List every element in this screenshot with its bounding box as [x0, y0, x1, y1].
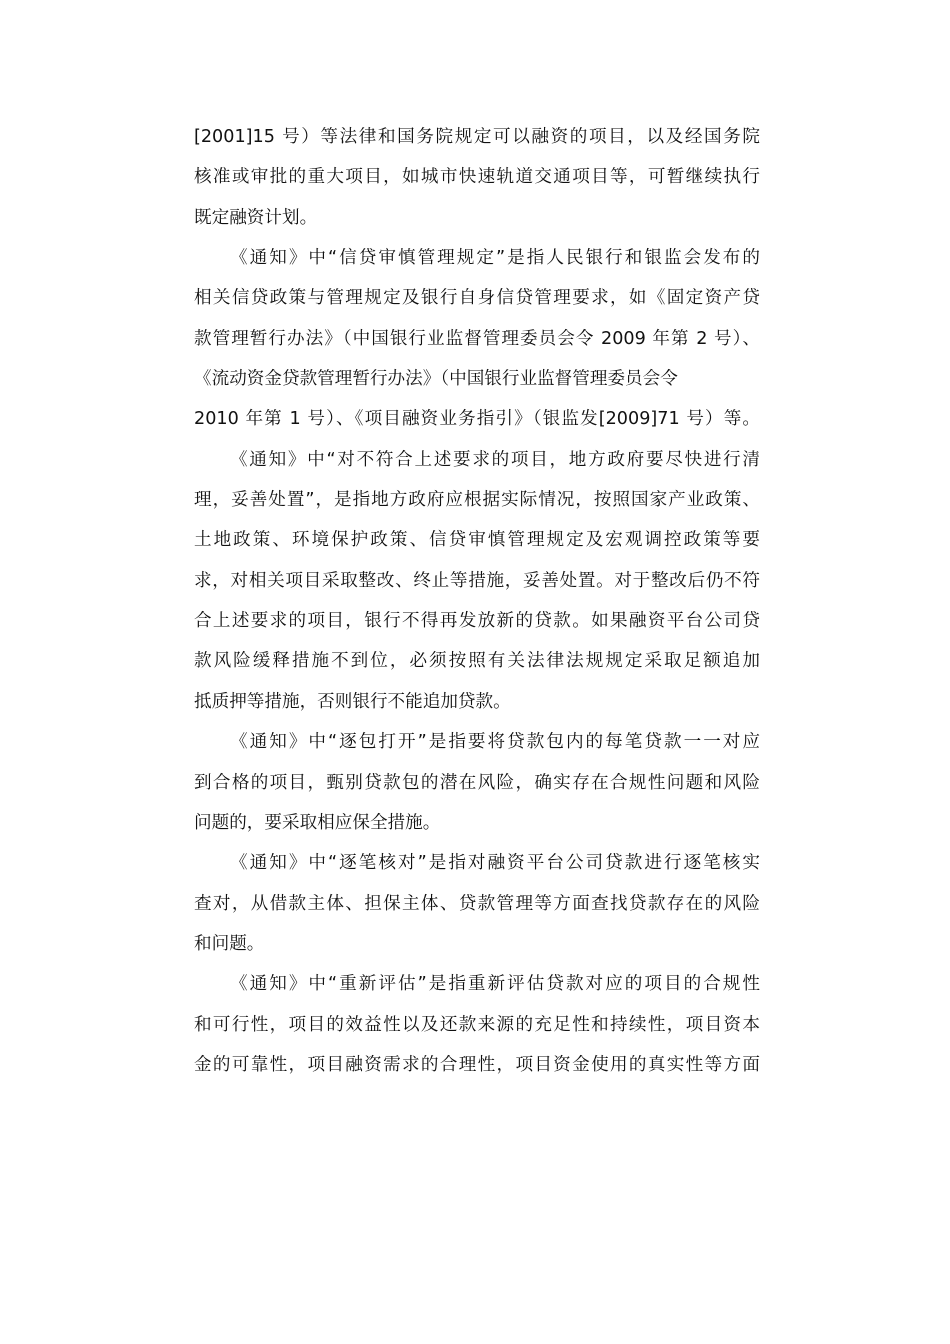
text-line: 抵质押等措施，否则银行不能追加贷款。 — [194, 691, 511, 712]
document-body — [194, 117, 760, 1085]
text-line: 《流动资金贷款管理暂行办法》（中国银行业监督管理委员会令 — [194, 369, 678, 390]
text-line: 理，妥善处置”，是指地方政府应根据实际情况，按照国家产业政策、 — [194, 490, 760, 511]
paragraph-first-line: 《通知》中“逐笔核对”是指对融资平台公司贷款进行逐笔核实 — [230, 853, 760, 874]
paragraph-first-line: 《通知》中“对不符合上述要求的项目，地方政府要尽快进行清 — [230, 449, 760, 470]
paragraph-first-line: 《通知》中“重新评估”是指重新评估贷款对应的项目的合规性 — [230, 974, 760, 995]
text-line: 款管理暂行办法》（中国银行业监督管理委员会令 2009 年第 2 号）、 — [194, 328, 760, 349]
text-line: 查对，从借款主体、担保主体、贷款管理等方面查找贷款存在的风险 — [194, 893, 760, 914]
text-line: 合上述要求的项目，银行不得再发放新的贷款。如果融资平台公司贷 — [194, 611, 760, 632]
text-line: [2001]15 号）等法律和国务院规定可以融资的项目，以及经国务院 — [194, 127, 760, 147]
text-line: 相关信贷政策与管理规定及银行自身信贷管理要求，如《固定资产贷 — [194, 288, 760, 309]
paragraph-first-line: 《通知》中“逐包打开”是指要将贷款包内的每笔贷款一一对应 — [230, 732, 760, 753]
text-line: 金的可靠性，项目融资需求的合理性，项目资金使用的真实性等方面 — [194, 1054, 760, 1075]
text-line: 求，对相关项目采取整改、终止等措施，妥善处置。对于整改后仍不符 — [194, 570, 760, 591]
text-line: 既定融资计划。 — [194, 207, 318, 228]
paragraph-first-line: 《通知》中“信贷审慎管理规定”是指人民银行和银监会发布的 — [230, 248, 760, 269]
text-line: 到合格的项目，甄别贷款包的潜在风险，确实存在合规性问题和风险 — [194, 772, 760, 793]
text-line: 核准或审批的重大项目，如城市快速轨道交通项目等，可暂继续执行 — [194, 167, 760, 188]
text-line: 问题的，要采取相应保全措施。 — [194, 812, 441, 833]
text-line: 款风险缓释措施不到位，必须按照有关法律法规规定采取足额追加 — [194, 651, 760, 672]
text-line: 和问题。 — [194, 933, 265, 954]
text-line: 土地政策、环境保护政策、信贷审慎管理规定及宏观调控政策等要 — [194, 530, 760, 551]
text-line: 2010 年第 1 号）、《项目融资业务指引》（银监发[2009]71 号）等。 — [194, 409, 760, 430]
text-line: 和可行性，项目的效益性以及还款来源的充足性和持续性，项目资本 — [194, 1014, 760, 1035]
